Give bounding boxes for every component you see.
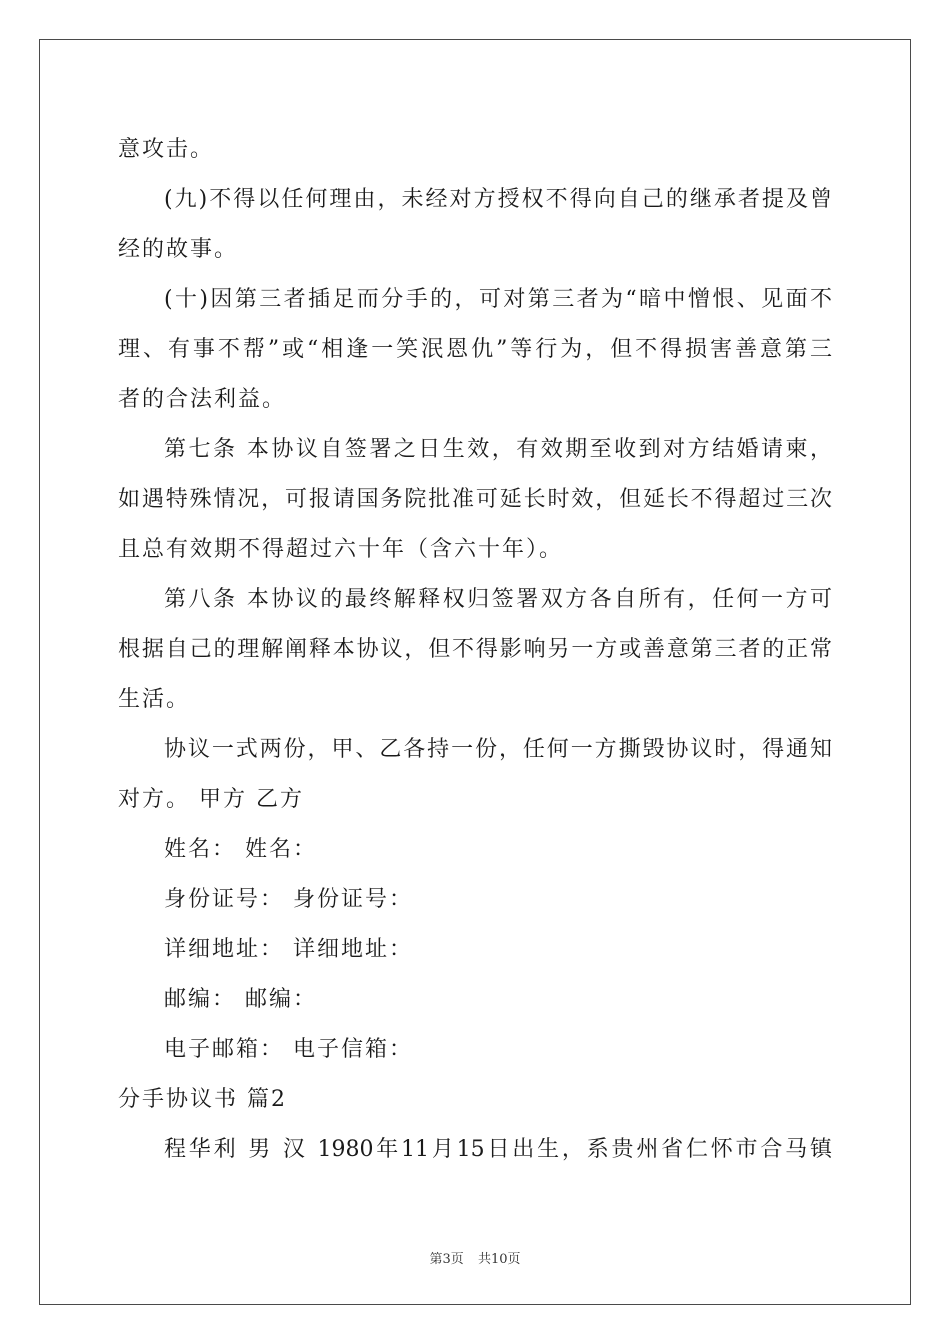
text-line: 对方。 甲方 乙方 (118, 787, 304, 812)
page-number: 第3页 (429, 1252, 464, 1267)
text-line: 生活。 (118, 687, 191, 712)
text-line: 邮编： 邮编： (164, 987, 317, 1012)
document-body (118, 125, 832, 1175)
text-line: 协议一式两份，甲、乙各持一份，任何一方撕毁协议时，得通知 (164, 737, 832, 762)
text-line: 程华利 男 汉 1980年11月15日出生，系贵州省仁怀市合马镇 (164, 1137, 832, 1162)
text-line: 根据自己的理解阐释本协议，但不得影响另一方或善意第三者的正常 (118, 637, 832, 662)
text-line: 经的故事。 (118, 237, 239, 262)
text-line: (九)不得以任何理由，未经对方授权不得向自己的继承者提及曾 (164, 187, 832, 212)
text-line: 分手协议书 篇2 (118, 1087, 287, 1112)
text-line: 详细地址： 详细地址： (164, 937, 413, 962)
page-total: 共10页 (477, 1252, 521, 1267)
text-line: 第七条 本协议自签署之日生效，有效期至收到对方结婚请柬， (164, 437, 832, 462)
text-line: 意攻击。 (118, 137, 215, 162)
text-line: 电子邮箱： 电子信箱： (164, 1037, 413, 1062)
text-line: 姓名： 姓名： (164, 837, 317, 862)
text-line: 身份证号： 身份证号： (164, 887, 413, 912)
page-footer (0, 1248, 950, 1267)
text-line: 如遇特殊情况，可报请国务院批准可延长时效，但延长不得超过三次 (118, 487, 832, 512)
text-line: 理、有事不帮”或“相逢一笑泯恩仇”等行为，但不得损害善意第三 (118, 337, 832, 362)
text-line: 第八条 本协议的最终解释权归签署双方各自所有，任何一方可 (164, 587, 832, 612)
text-line: 且总有效期不得超过六十年（含六十年）。 (118, 537, 564, 562)
text-line: (十)因第三者插足而分手的，可对第三者为“暗中憎恨、见面不 (164, 287, 832, 312)
text-line: 者的合法利益。 (118, 387, 287, 412)
